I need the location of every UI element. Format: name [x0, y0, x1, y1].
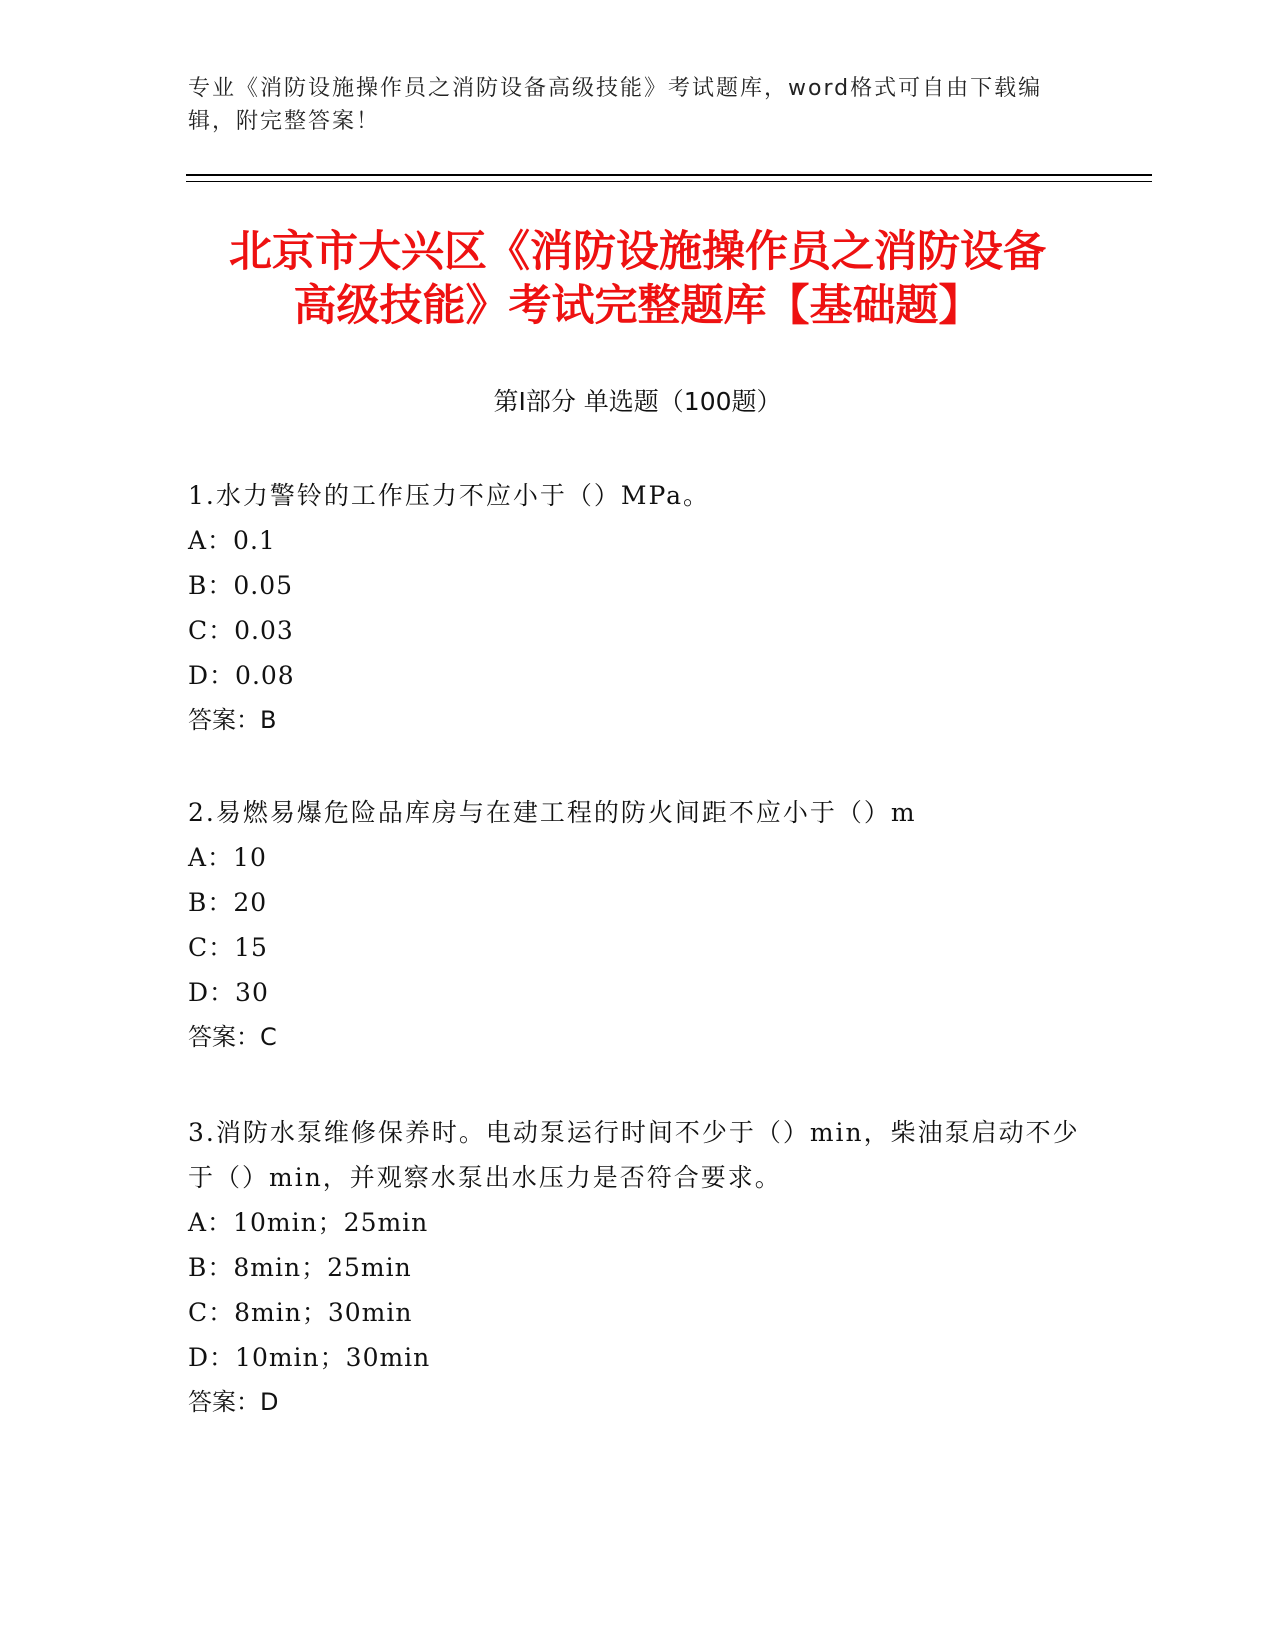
- header-rule-thin: [186, 181, 1152, 182]
- option-b: B：20: [188, 888, 268, 917]
- option-a: A：10min；25min: [188, 1208, 429, 1237]
- header-rule-thick: [186, 174, 1152, 176]
- option-d: D：10min；30min: [188, 1343, 431, 1372]
- option-a: A：0.1: [188, 526, 276, 555]
- document-title-line-1: 北京市大兴区《消防设施操作员之消防设备: [229, 227, 1046, 277]
- option-b: B：8min；25min: [188, 1253, 412, 1282]
- header-note: 专业《消防设施操作员之消防设备高级技能》考试题库，word格式可自由下载编辑，附完整答案！: [188, 76, 1043, 134]
- document-title-line-2: 高级技能》考试完整题库【基础题】: [293, 281, 982, 331]
- section-title: 第I部分 单选题（100题）: [493, 387, 782, 416]
- document-title: [150, 225, 1125, 333]
- answer: 答案：D: [188, 1388, 279, 1416]
- question-1: [188, 473, 1088, 743]
- question-stem: 1.水力警铃的工作压力不应小于（）MPa。: [188, 481, 711, 510]
- question-stem: 3.消防水泵维修保养时。电动泵运行时间不少于（）min，柴油泵启动不少于（）min，并观察水泵出水压力是否符合要求。: [188, 1118, 1080, 1192]
- answer: 答案：C: [188, 1023, 277, 1051]
- option-b: B：0.05: [188, 571, 294, 600]
- option-d: D：30: [188, 978, 269, 1007]
- question-2: [188, 790, 1088, 1060]
- option-d: D：0.08: [188, 661, 295, 690]
- question-3: [188, 1110, 1088, 1425]
- option-c: C：8min；30min: [188, 1298, 413, 1327]
- question-stem: 2.易燃易爆危险品库房与在建工程的防火间距不应小于（）m: [188, 798, 917, 827]
- option-c: C：0.03: [188, 616, 294, 645]
- option-a: A：10: [188, 843, 267, 872]
- option-c: C：15: [188, 933, 268, 962]
- answer: 答案：B: [188, 706, 277, 734]
